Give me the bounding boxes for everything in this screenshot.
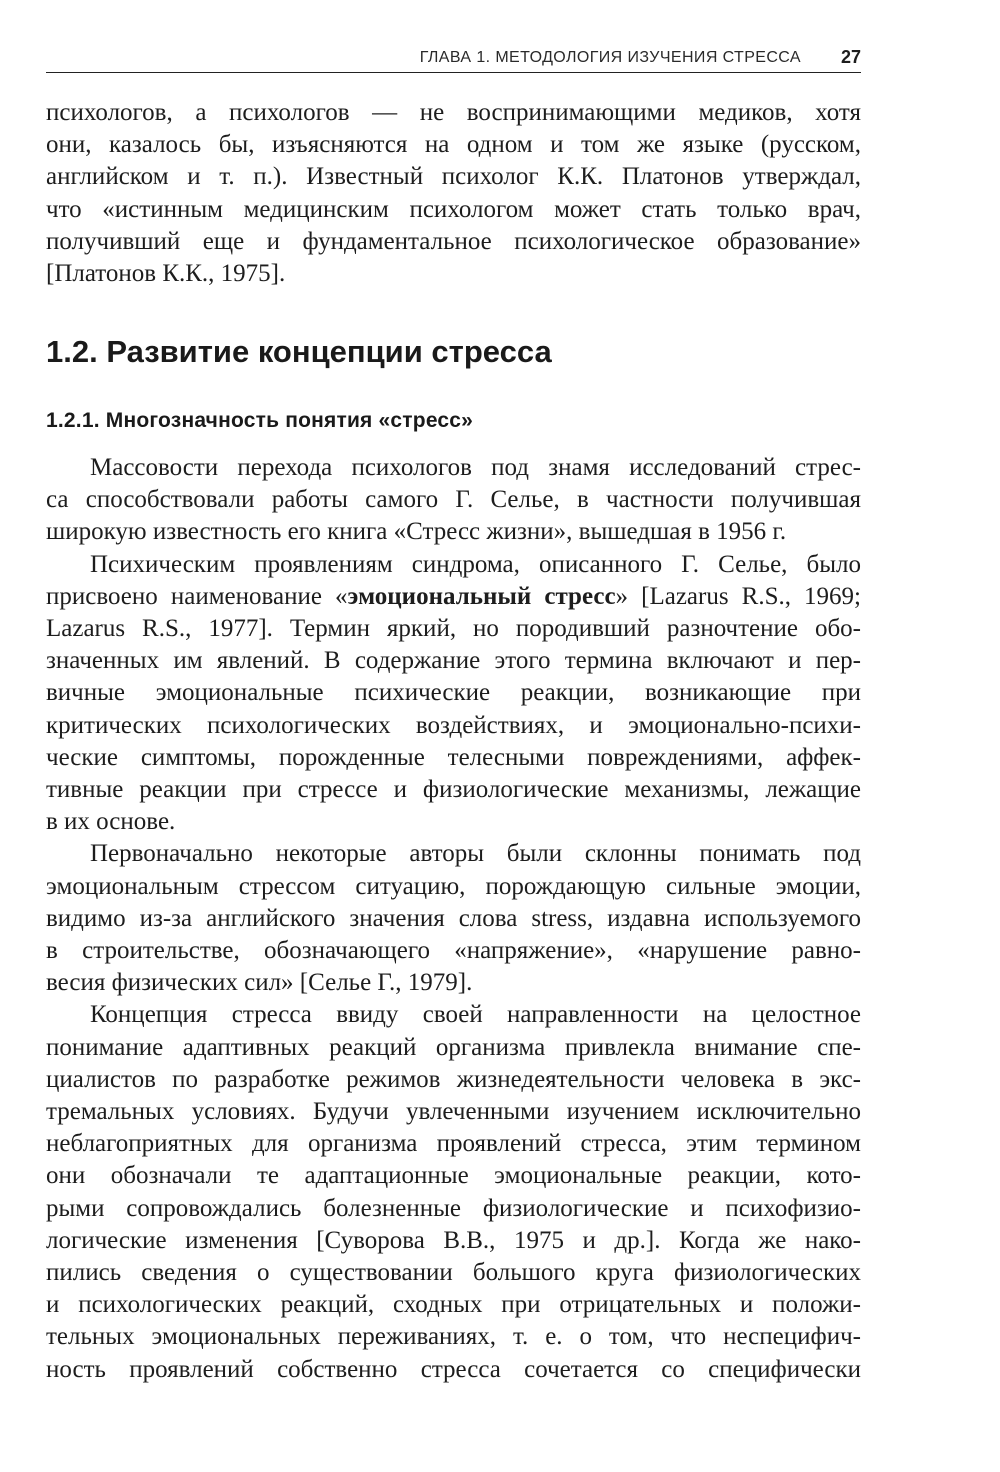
text-line: эмоциональным стрессом ситуацию, порождающую сильные эмоции,: [46, 872, 861, 900]
text-line: рыми сопровождались болезненные физиологические и психофизио-: [46, 1194, 861, 1222]
page-number: 27: [840, 47, 861, 67]
text-line: они обозначали те адаптационные эмоциональные реакции, кото-: [46, 1162, 861, 1190]
paragraph-1: [46, 452, 861, 549]
text-line: в их основе.: [46, 808, 176, 836]
text-line: тельных эмоциональных переживаниях, т. е. о том, что неспецифич-: [46, 1323, 861, 1351]
running-title: ГЛАВА 1. МЕТОДОЛОГИЯ ИЗУЧЕНИЯ СТРЕССА: [419, 49, 801, 66]
subsection-heading: 1.2.1. Многозначность понятия «стресс»: [46, 409, 474, 432]
text-line: вичные эмоциональные психические реакции, возникающие при: [46, 679, 861, 707]
text-line: Концепция стресса ввиду своей направленности на целостное: [90, 1001, 861, 1029]
text-line: са способствовали работы самого Г. Селье, в частности получившая: [46, 486, 861, 514]
emphasized-term: эмоциональный стресс: [347, 582, 616, 610]
text-line: получивший еще и фундаментальное психологическое образование»: [46, 227, 861, 255]
text-line: психологов, а психологов — не воспринимающими медиков, хотя: [46, 99, 861, 126]
text-line: английском и т. п.). Известный психолог К.К. Платонов утверждал,: [46, 163, 861, 191]
text-line: и психологических реакций, сходных при отрицательных и положи-: [46, 1291, 861, 1319]
text-line: понимание адаптивных реакций организма привлекла внимание спе-: [46, 1033, 861, 1061]
text-line: видимо из-за английского значения слова stress, издавна используемого: [46, 904, 861, 932]
text-line: они, казалось бы, изъясняются на одном и том же языке (русском,: [46, 131, 861, 159]
text-line: Массовости перехода психологов под знамя исследований стрес-: [90, 454, 861, 481]
text-line: пились сведения о существовании большого круга физиологических: [46, 1259, 861, 1287]
text-line: тремальных условиях. Будучи увлеченными изучением исключительно: [46, 1098, 861, 1126]
intro-paragraph: [46, 97, 861, 290]
paragraph-4: [46, 999, 861, 1385]
section-heading: 1.2. Развитие концепции стресса: [46, 334, 552, 369]
text-line: критических психологических воздействиях, и эмоционально-психи-: [46, 711, 861, 739]
text-line: весия физических сил» [Селье Г., 1979].: [46, 969, 473, 997]
text-span: присвоено наименование «: [46, 582, 348, 610]
text-line: широкую известность его книга «Стресс жизни», вышедшая в 1956 г.: [46, 518, 787, 546]
text-line: циалистов по разработке режимов жизнедеятельности человека в экс-: [46, 1065, 861, 1093]
text-span: » [Lazarus R.S., 1969;: [615, 582, 861, 610]
text-line: Психическим проявлениям синдрома, описанного Г. Селье, было: [90, 550, 861, 578]
text-line: Lazarus R.S., 1977]. Термин яркий, но породивший разночтение обо-: [46, 615, 861, 643]
text-line: Первоначально некоторые авторы были склонны понимать под: [90, 840, 861, 868]
paragraph-2: [46, 549, 861, 839]
text-line: [46, 581, 861, 613]
text-line: в строительстве, обозначающего «напряжение», «нарушение равно-: [46, 937, 861, 965]
text-line: ность проявлений собственно стресса сочетается со специфически: [46, 1355, 861, 1383]
running-header: [46, 46, 861, 73]
text-line: логические изменения [Суворова В.В., 1975 и др.]. Когда же нако-: [46, 1226, 861, 1254]
text-line: неблагоприятных для организма проявлений стресса, этим термином: [46, 1130, 861, 1158]
text-line: тивные реакции при стрессе и физиологические механизмы, лежащие: [46, 776, 861, 804]
text-line: что «истинным медицинским психологом может стать только врач,: [46, 195, 861, 223]
text-line: ческие симптомы, порожденные телесными повреждениями, аффек-: [46, 743, 861, 771]
main-text: [46, 452, 861, 1386]
text-line: значенных им явлений. В содержание этого термина включают и пер-: [46, 647, 861, 675]
text-line: [Платонов К.К., 1975].: [46, 260, 286, 288]
paragraph-3: [46, 838, 861, 999]
